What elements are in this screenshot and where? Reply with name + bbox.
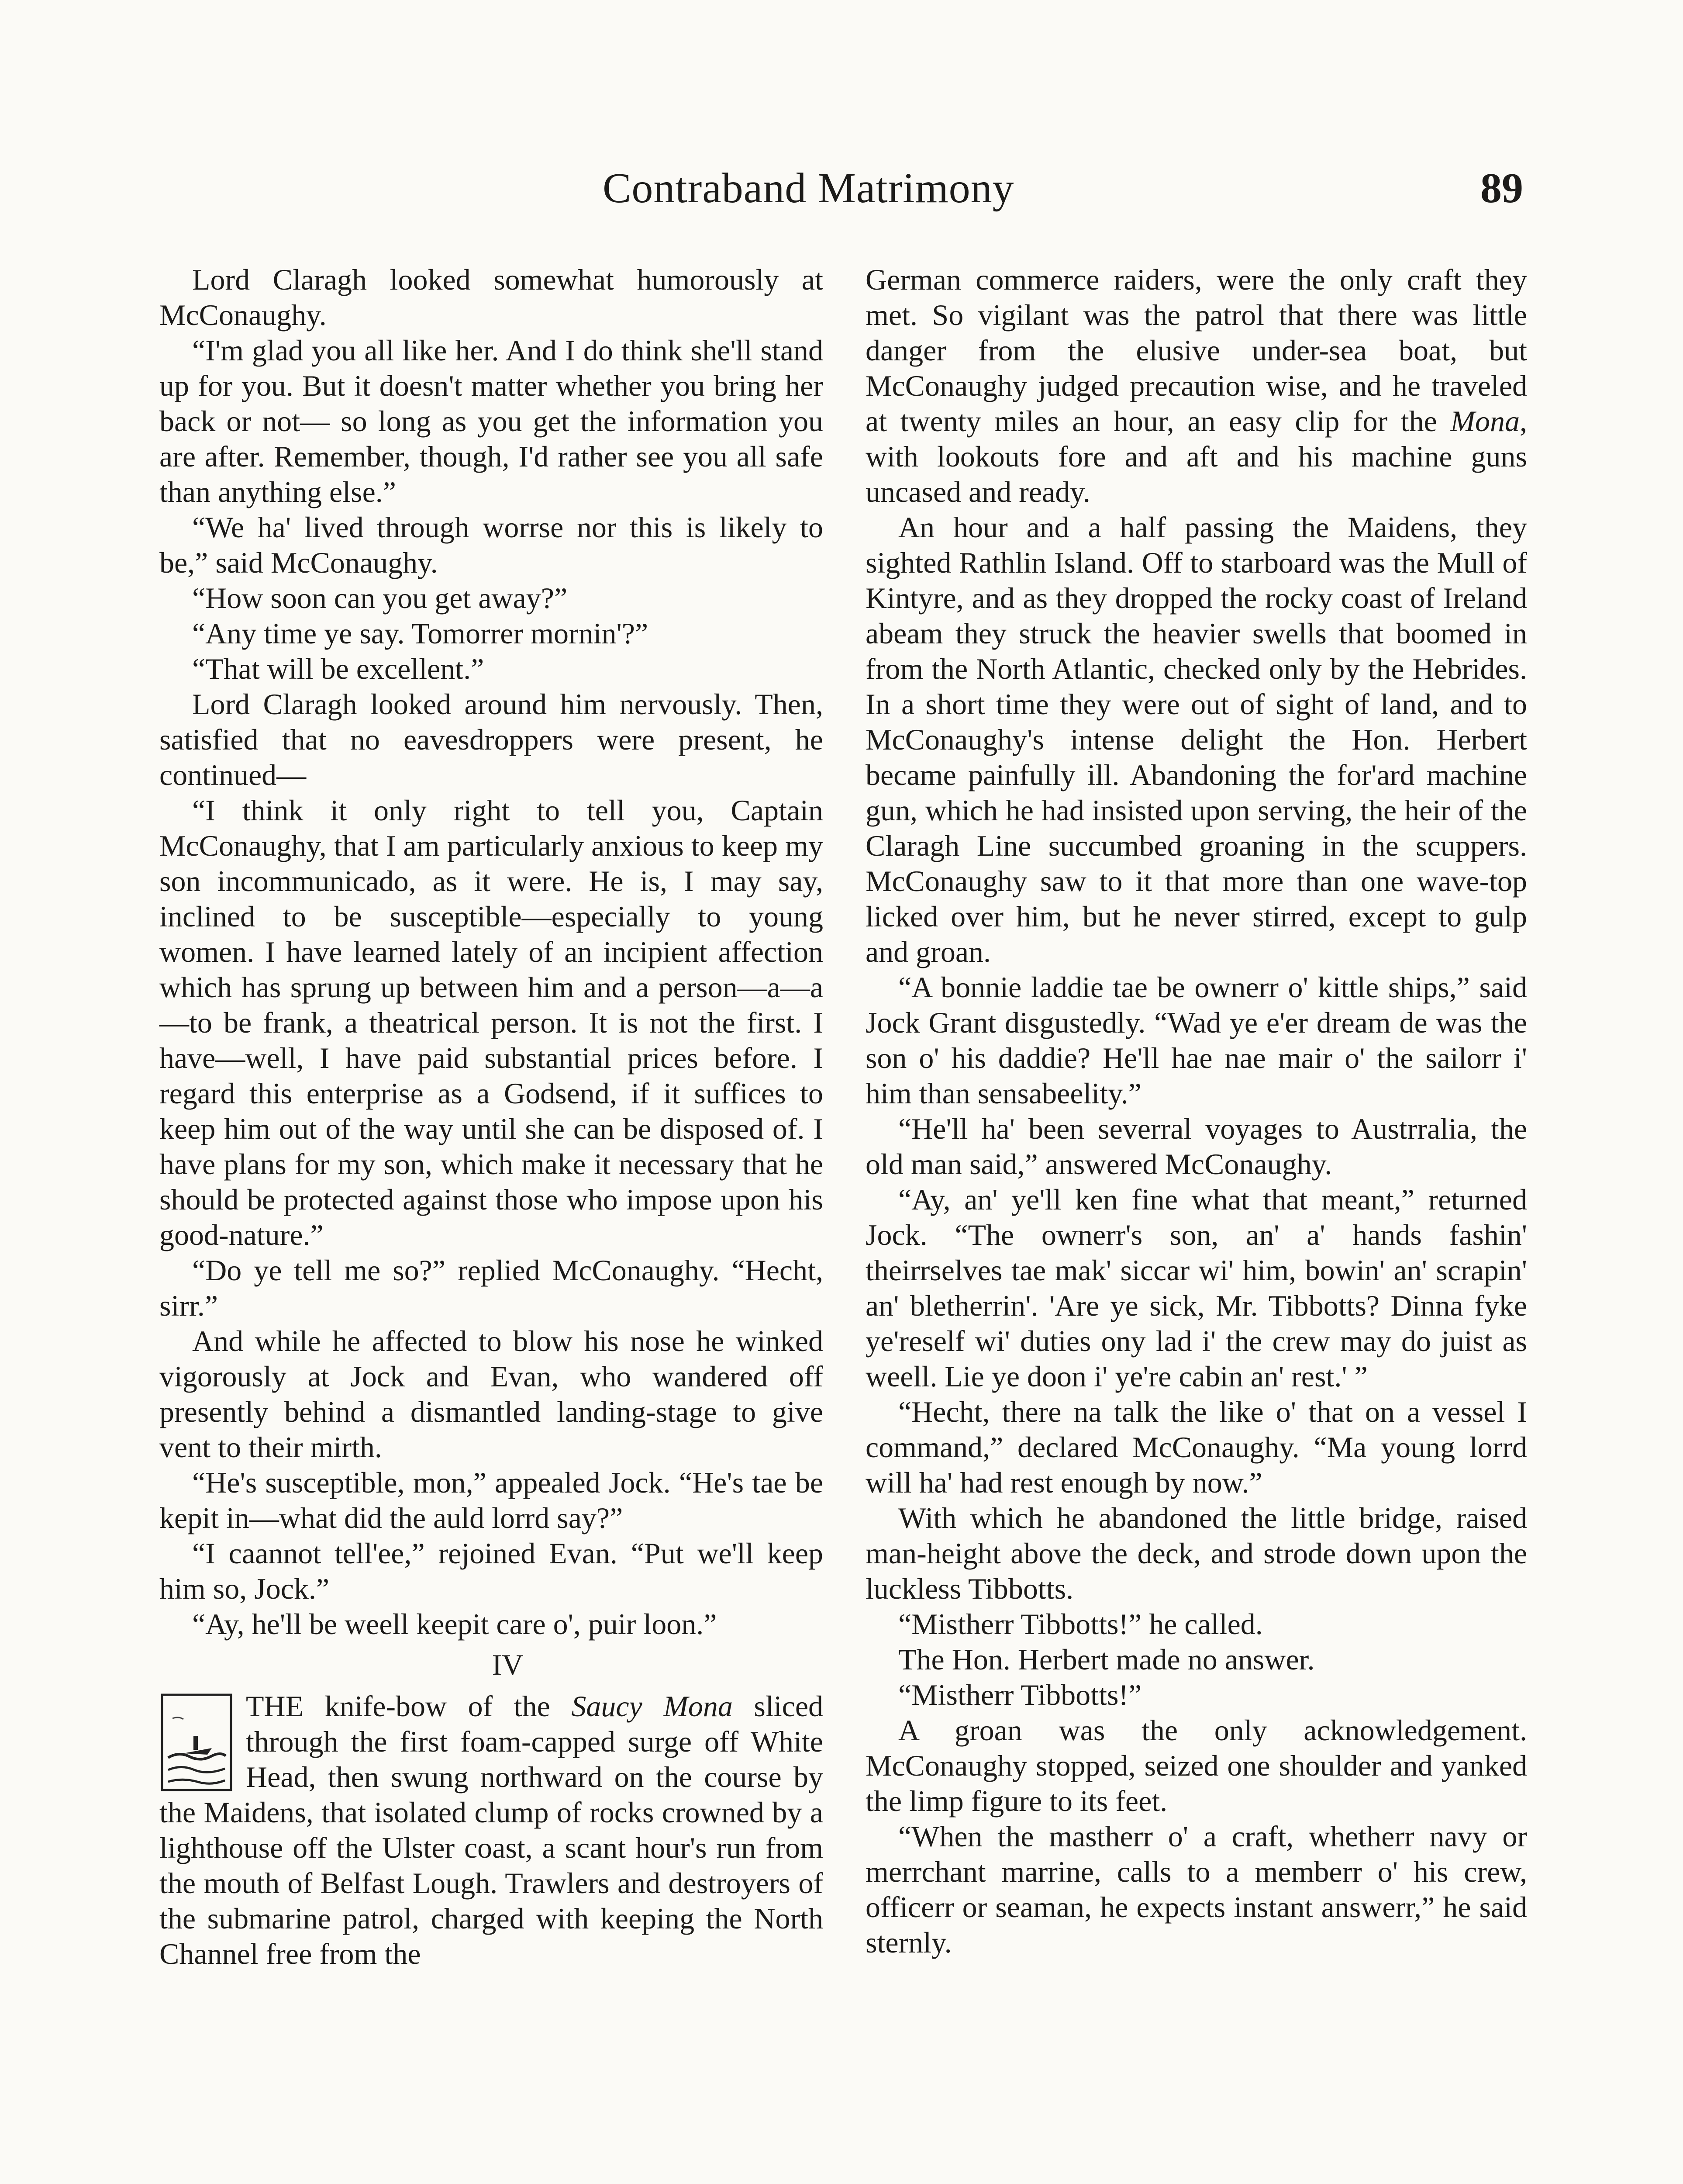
paragraph: “Hecht, there na talk the like o' that on a vessel I command,” declared McConaughy. “Ma young lorrd will ha' had rest enough by now.” xyxy=(866,1395,1527,1499)
paragraph: “He'll ha' been severral voyages to Austrralia, the old man said,” answered McConaughy. xyxy=(866,1112,1527,1181)
paragraph: “Mistherr Tibbotts!” he called. xyxy=(898,1607,1263,1641)
ship-on-waves-icon xyxy=(159,1692,234,1793)
paragraph: And while he affected to blow his nose he winked vigorously at Jock and Evan, who wandered off presently behind a dismantled landing-stage to give vent to their mirth. xyxy=(159,1324,823,1464)
paragraph-text: , with lookouts fore and aft and his machine guns uncased and ready. xyxy=(866,404,1527,508)
paragraph: Lord Claragh looked somewhat humorously at McConaughy. xyxy=(159,263,823,332)
dropcap-paragraph xyxy=(159,1689,823,1972)
paragraph: “Ay, an' ye'll ken fine what that meant,” returned Jock. “The ownerr's son, an' a' hands fashin' theirrselves tae mak' siccar wi' him, bowin' an' scrapin' an' bletherrin'. 'Are ye sick, Mr. Tibbotts? Dinna fyke ye'reself wi' duties ony lad i' the crew may do juist as weell. Lie ye doon i' ye're cabin an' rest.' ” xyxy=(866,1183,1527,1393)
paragraph: “Do ye tell me so?” replied McConaughy. “Hecht, sirr.” xyxy=(159,1254,823,1322)
page-number: 89 xyxy=(1480,165,1523,212)
paragraph: The Hon. Herbert made no answer. xyxy=(898,1643,1315,1676)
left-text-column xyxy=(159,262,823,1972)
paragraph: “He's susceptible, mon,” appealed Jock. “He's tae be kepit in—what did the auld lorrd say?” xyxy=(159,1466,823,1534)
right-text-column xyxy=(866,262,1527,1960)
paragraph: “Any time ye say. Tomorrer mornin'?” xyxy=(192,617,648,650)
paragraph: “I'm glad you all like her. And I do think she'll stand up for you. But it doesn't matter whether you bring her back or not— so long as you get the information you are after. Remember, though, I'd rather see you all safe than anything else.” xyxy=(159,334,823,508)
paragraph: “When the mastherr o' a craft, whetherr navy or merrchant marrine, calls to a memberr o' his crew, officerr or seaman, he expects instant answerr,” he said sternly. xyxy=(866,1820,1527,1959)
dropcap-rest-text: sliced through the first foam-capped surge off White Head, then swung northward on the course by the Maidens, that isolated clump of rocks crowned by a lighthouse off the Ulster coast, a scant hour's run from the mouth of Belfast Lough. Trawlers and destroyers of the submarine patrol, charged with keeping the North Channel free from the xyxy=(159,1690,823,1970)
paragraph: “I think it only right to tell you, Captain McConaughy, that I am particularly anxious to keep my son incommunicado, as it were. He is, I may say, inclined to be susceptible—especially to young women. I have learned lately of an incipient affection which has sprung up between him and a person—a—a—to be frank, a theatrical person. It is not the first. I have—well, I have paid substantial prices before. I regard this enterprise as a Godsend, if it suffices to keep him out of the way until she can be disposed of. I have plans for my son, which make it necessary that he should be protected against those who impose upon his good-nature.” xyxy=(159,794,823,1251)
paragraph: “I caannot tell'ee,” rejoined Evan. “Put we'll keep him so, Jock.” xyxy=(159,1537,823,1605)
paragraph: “We ha' lived through worrse nor this is likely to be,” said McConaughy. xyxy=(159,511,823,579)
paragraph-continued xyxy=(866,262,1527,510)
paragraph: “How soon can you get away?” xyxy=(192,581,568,615)
paragraph: “That will be excellent.” xyxy=(192,652,484,685)
paragraph: With which he abandoned the little bridge, raised man-height above the deck, and strode down upon the luckless Tibbotts. xyxy=(866,1501,1527,1605)
paragraph: “Ay, he'll be weell keepit care o', puir loon.” xyxy=(192,1607,717,1641)
paragraph-text: German commerce raiders, were the only craft they met. So vigilant was the patrol that there was little danger from the elusive under-sea boat, but McConaughy judged precaution wise, and he traveled at twenty miles an hour, an easy clip for the xyxy=(866,263,1527,438)
dropcap-lead-text: THE knife-bow of the xyxy=(246,1690,572,1723)
paragraph: A groan was the only acknowledgement. McConaughy stopped, seized one shoulder and yanked the limp figure to its feet. xyxy=(866,1714,1527,1818)
paragraph: Lord Claragh looked around him nervously. Then, satisfied that no eavesdroppers were present, he continued— xyxy=(159,688,823,791)
ship-name: Mona xyxy=(1450,404,1520,438)
section-heading: IV xyxy=(492,1648,524,1681)
paragraph: “Mistherr Tibbotts!” xyxy=(898,1678,1142,1711)
ship-name: Saucy Mona xyxy=(571,1690,733,1723)
paragraph: “A bonnie laddie tae be ownerr o' kittle ships,” said Jock Grant disgustedly. “Wad ye e'er dream de was the son o' his daddie? He'll hae nae mair o' the sailorr i' him than sensabeelity.” xyxy=(866,971,1527,1110)
running-header-title: Contraband Matrimony xyxy=(603,165,1014,212)
paragraph: An hour and a half passing the Maidens, they sighted Rathlin Island. Off to starboard was the Mull of Kintyre, and as they dropped the rocky coast of Ireland abeam they struck the heavier swells that boomed in from the North Atlantic, checked only by the Hebrides. In a short time they were out of sight of land, and to McConaughy's intense delight the Hon. Herbert became painfully ill. Abandoning the for'ard machine gun, which he had insisted upon serving, the heir of the Claragh Line succumbed groaning in the scuppers. McConaughy saw to it that more than one wave-top licked over him, but he never stirred, except to gulp and groan. xyxy=(866,511,1527,968)
